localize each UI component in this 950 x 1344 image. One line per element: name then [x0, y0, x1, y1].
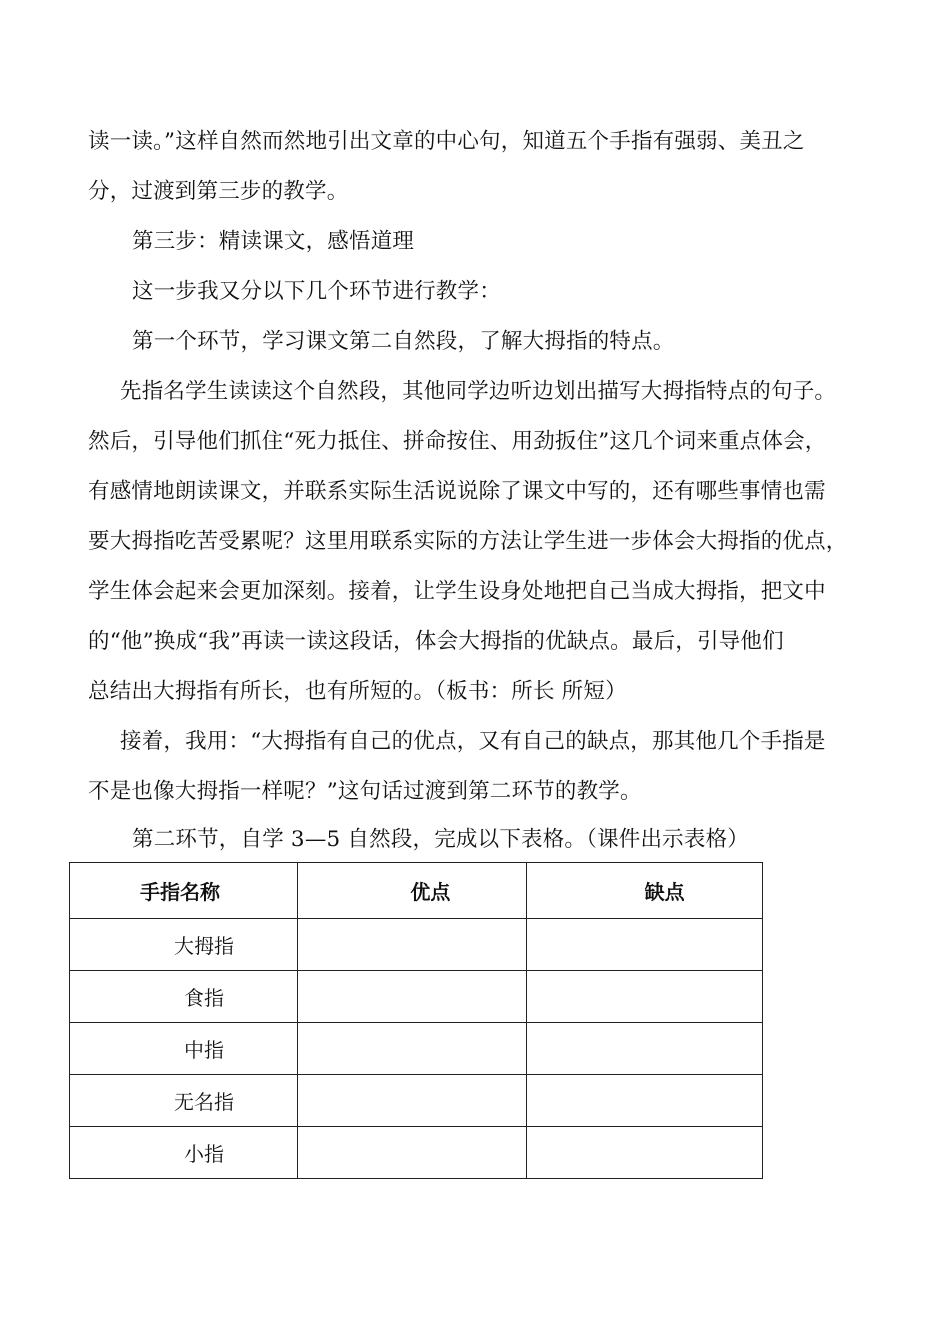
strength-cell [298, 919, 526, 971]
weakness-cell [526, 1127, 762, 1179]
table-row [70, 1075, 763, 1127]
weakness-cell [526, 1075, 762, 1127]
paragraph-line: 要大拇指吃苦受累呢？这里用联系实际的方法让学生进一步体会大拇指的优点， [88, 529, 848, 554]
paragraph-line: 读一读。”这样自然而然地引出文章的中心句，知道五个手指有强弱、美丑之 [88, 129, 805, 154]
table-row [70, 1127, 763, 1179]
paragraph-line: 有感情地朗读课文，并联系实际生活说说除了课文中写的，还有哪些事情也需 [88, 479, 826, 504]
paragraph-line: 先指名学生读读这个自然段，其他同学边听边划出描写大拇指特点的句子。 [120, 379, 837, 404]
finger-table [69, 862, 763, 1179]
finger-name-cell: 无名指 [70, 1075, 298, 1127]
header-strengths: 优点 [298, 863, 526, 919]
header-finger-name: 手指名称 [70, 863, 298, 919]
finger-name-cell: 小指 [70, 1127, 298, 1179]
paragraph-line: 总结出大拇指有所长，也有所短的。（板书：所长 所短） [88, 679, 627, 704]
header-weaknesses: 缺点 [526, 863, 762, 919]
strength-cell [298, 971, 526, 1023]
paragraph-line: 学生体会起来会更加深刻。接着，让学生设身处地把自己当成大拇指，把文中 [88, 579, 826, 604]
paragraph-line: 接着，我用：“大拇指有自己的优点，又有自己的缺点，那其他几个手指是 [120, 729, 826, 754]
paragraph-line: 分，过渡到第三步的教学。 [88, 179, 349, 204]
finger-name-cell: 大拇指 [70, 919, 298, 971]
strength-cell [298, 1075, 526, 1127]
table-row [70, 971, 763, 1023]
weakness-cell [526, 919, 762, 971]
table-row [70, 919, 763, 971]
strength-cell [298, 1023, 526, 1075]
weakness-cell [526, 1023, 762, 1075]
finger-name-cell: 中指 [70, 1023, 298, 1075]
paragraph-line: 然后，引导他们抓住“死力抵住、拼命按住、用劲扳住”这几个词来重点体会， [88, 429, 827, 454]
paragraph-line: 不是也像大拇指一样呢？”这句话过渡到第二环节的教学。 [88, 779, 642, 804]
paragraph-line: 这一步我又分以下几个环节进行教学： [132, 279, 501, 304]
paragraph-line: 第一个环节，学习课文第二自然段，了解大拇指的特点。 [132, 329, 675, 354]
finger-name-cell: 食指 [70, 971, 298, 1023]
paragraph-line: 第二环节，自学 3—5 自然段，完成以下表格。（课件出示表格） [132, 827, 749, 852]
paragraph-line: 的“他”换成“我”再读一读这段话，体会大拇指的优缺点。最后，引导他们 [88, 629, 784, 654]
section-heading: 第三步：精读课文，感悟道理 [132, 229, 415, 254]
table-header-row [70, 863, 763, 919]
strength-cell [298, 1127, 526, 1179]
table-row [70, 1023, 763, 1075]
weakness-cell [526, 971, 762, 1023]
